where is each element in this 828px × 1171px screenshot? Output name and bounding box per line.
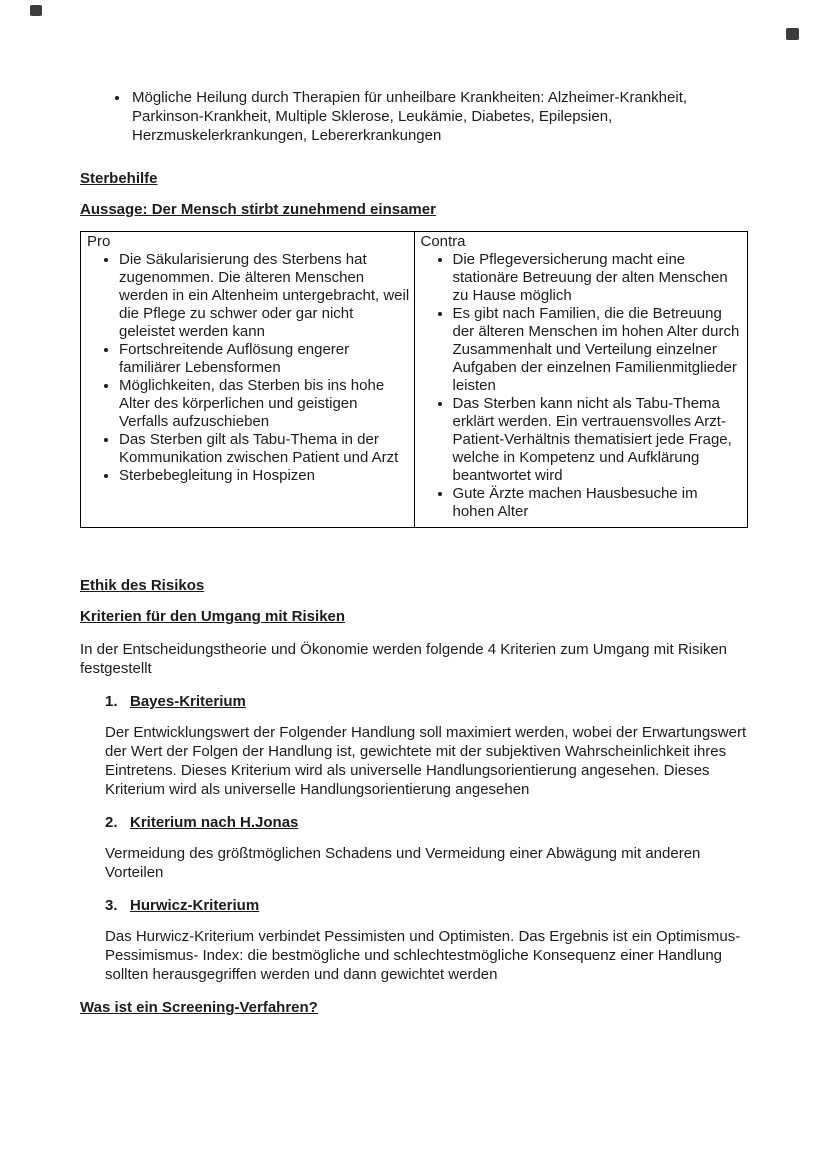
criterion-title: Kriterium nach H.Jonas	[130, 814, 299, 831]
list-item: • Das Sterben gilt als Tabu-Thema in der Kommunikation zwischen Patient und Arzt	[119, 431, 410, 467]
criterion-number: 3.	[105, 897, 118, 914]
criterion-heading	[105, 896, 748, 915]
criterion-number: 2.	[105, 814, 118, 831]
criterion-item-jonas	[80, 813, 748, 882]
criterion-heading	[105, 692, 748, 711]
list-item: • Fortschreitende Auflösung engerer familiärer Lebensformen	[119, 341, 410, 377]
criterion-item-bayes	[80, 692, 748, 799]
heading-aussage: Aussage: Der Mensch stirbt zunehmend einsamer	[80, 201, 436, 218]
pro-list	[87, 251, 410, 485]
contra-list	[421, 251, 744, 521]
pro-contra-table	[80, 231, 748, 528]
list-item: • Sterbebegleitung in Hospizen	[119, 467, 410, 485]
list-item: • Die Pflegeversicherung macht eine stationäre Betreuung der alten Menschen zu Hause möglich	[453, 251, 744, 305]
list-item: • Das Sterben kann nicht als Tabu-Thema erklärt werden. Ein vertrauensvolles Arzt-Patient-Verhältnis thematisiert jede Frage, welche in Kompetenz und Aufklärung beantwortet wird	[453, 395, 744, 485]
criterion-body: Das Hurwicz-Kriterium verbindet Pessimisten und Optimisten. Das Ergebnis ist ein Optimismus-Pessimismus- Index: die bestmögliche und schlechtestmögliche Konsequenz einer Handlung sollten herausgegriffen werden und dann gewichtet werden	[105, 928, 741, 983]
pro-cell	[81, 232, 415, 528]
criterion-body: Vermeidung des größtmöglichen Schadens und Vermeidung einer Abwägung mit anderen Vorteilen	[105, 845, 701, 881]
criterion-number: 1.	[105, 693, 118, 710]
list-item: • Mögliche Heilung durch Therapien für unheilbare Krankheiten: Alzheimer-Krankheit, Parkinson-Krankheit, Multiple Sklerose, Leukämie, Diabetes, Epilepsien, Herzmuskelerkrankungen, Lebererkrankungen	[130, 88, 748, 145]
criterion-item-hurwicz	[80, 896, 748, 984]
list-item: • Es gibt nach Familien, die die Betreuung der älteren Menschen im hohen Alter durch Zusammenhalt und Verteilung einzelner Aufgaben der einzelnen Familienmitglieder leisten	[453, 305, 744, 395]
therapies-bullet-list	[80, 88, 748, 145]
heading-sterbehilfe: Sterbehilfe	[80, 170, 158, 187]
table-row	[81, 232, 748, 528]
heading-kriterien: Kriterien für den Umgang mit Risiken	[80, 608, 346, 625]
list-item: • Gute Ärzte machen Hausbesuche im hohen Alter	[453, 485, 744, 521]
pro-column-header: Pro	[87, 233, 111, 250]
criterion-body: Der Entwicklungswert der Folgender Handlung soll maximiert werden, wobei der Erwartungswert der Wert der Folgen der Handlung ist, gewichtete mit der subjektiven Wahrscheinlichkeit ihres Eintretens. Dieses Kriterium wird als universelle Handlungsorientierung angesehen. Dieses Kriterium wird als universelle Handlungsorientierung angesehen	[105, 724, 747, 798]
criterion-heading	[105, 813, 748, 832]
heading-ethik-des-risikos: Ethik des Risikos	[80, 577, 205, 594]
kriterien-intro-paragraph: In der Entscheidungstheorie und Ökonomie werden folgende 4 Kriterien zum Umgang mit Risiken festgestellt	[80, 641, 728, 677]
scan-artifact-top-right	[786, 28, 799, 40]
heading-screening-verfahren: Was ist ein Screening-Verfahren?	[80, 999, 318, 1016]
criterion-title: Bayes-Kriterium	[130, 693, 246, 710]
contra-cell	[414, 232, 748, 528]
criterion-title: Hurwicz-Kriterium	[130, 897, 260, 914]
scan-artifact-top-left	[30, 5, 42, 16]
list-item: • Möglichkeiten, das Sterben bis ins hohe Alter des körperlichen und geistigen Verfalls aufzuschieben	[119, 377, 410, 431]
contra-column-header: Contra	[420, 233, 466, 250]
list-item: • Die Säkularisierung des Sterbens hat zugenommen. Die älteren Menschen werden in ein Altenheim untergebracht, weil die Pflege zu schwer oder gar nicht geleistet werden kann	[119, 251, 410, 341]
